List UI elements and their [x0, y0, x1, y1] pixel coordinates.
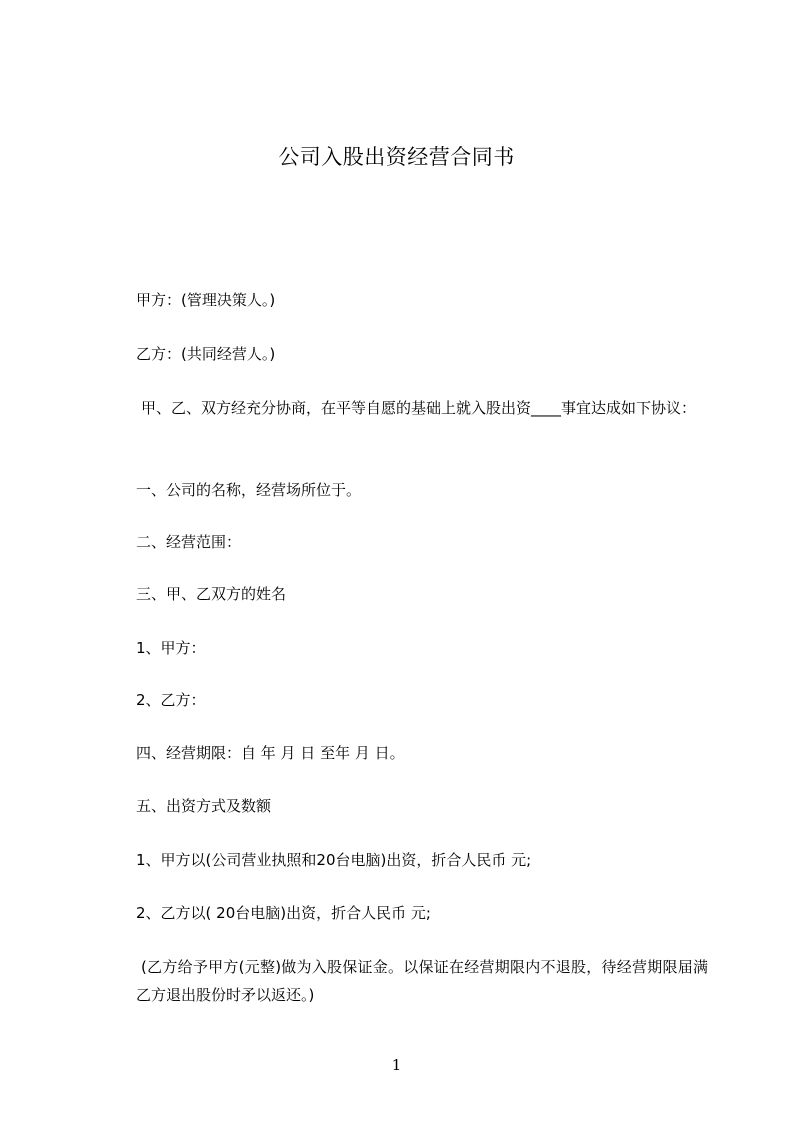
preamble-paragraph: 甲、乙、双方经充分协商，在平等自愿的基础上就入股出资____事宜达成如下协议： [141, 399, 697, 417]
clause-5: 五、出资方式及数额 [136, 797, 272, 815]
clause-3-item-2: 2、乙方： [136, 691, 206, 709]
party-a-line: 甲方：(管理决策人。) [136, 291, 276, 309]
clause-2: 二、经营范围： [136, 533, 242, 551]
deposit-note-paragraph: (乙方给予甲方(元整)做为入股保证金。以保证在经营期限内不退股，待经营期限届满乙方退出股份时矛以返还。) [136, 958, 708, 1004]
clause-1: 一、公司的名称，经营场所位于。 [136, 481, 362, 499]
clause-5-item-1: 1、甲方以(公司营业执照和20台电脑)出资，折合人民币 元; [136, 851, 532, 869]
clause-4: 四、经营期限：自 年 月 日 至年 月 日。 [136, 744, 405, 762]
clause-5-item-2: 2、乙方以( 20台电脑)出资，折合人民币 元; [136, 904, 431, 922]
document-title: 公司入股出资经营合同书 [278, 145, 515, 169]
clause-3: 三、甲、乙双方的姓名 [136, 585, 287, 603]
clause-3-item-1: 1、甲方： [136, 639, 206, 657]
party-b-line: 乙方：(共同经营人。) [136, 345, 276, 363]
page-number: 1 [391, 1056, 402, 1074]
